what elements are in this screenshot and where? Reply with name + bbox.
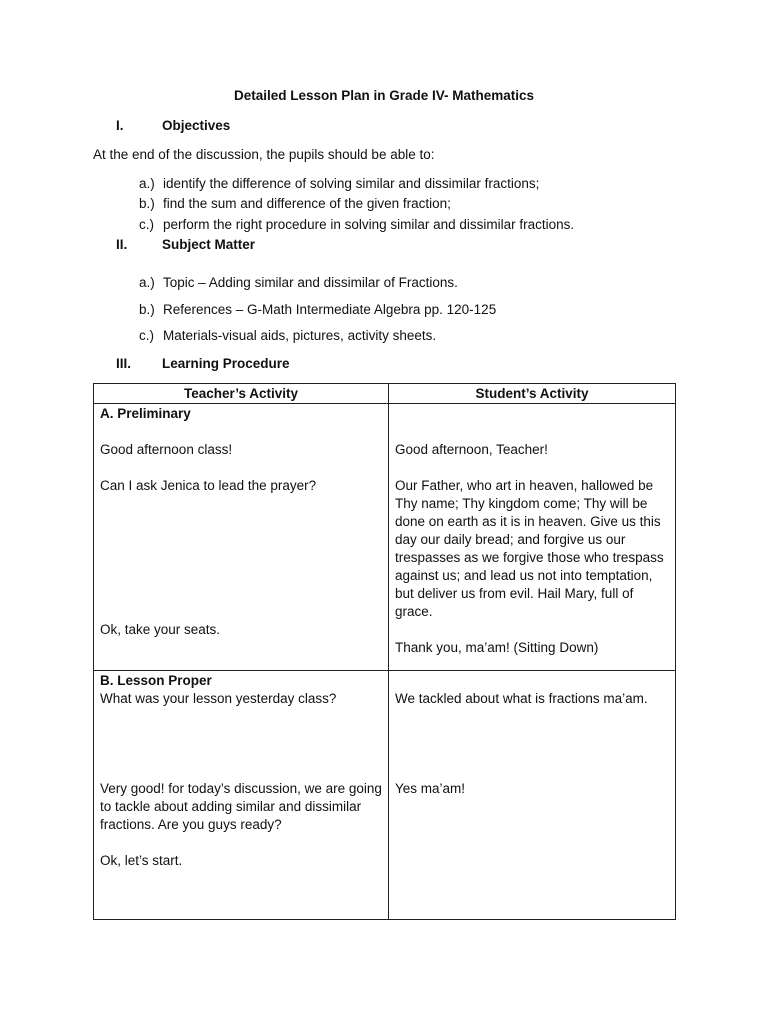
item-label: b.) <box>139 196 155 211</box>
section-title: B. Lesson Proper <box>100 673 212 688</box>
item-text: perform the right procedure in solving similar and dissimilar fractions. <box>163 217 575 232</box>
table-row-preliminary <box>94 404 676 671</box>
item-label: b.) <box>139 302 155 317</box>
teacher-cell <box>94 404 389 671</box>
section-number: I. <box>116 118 124 133</box>
student-line: Thank you, ma’am! (Sitting Down) <box>395 640 599 655</box>
document-title: Detailed Lesson Plan in Grade IV- Mathematics <box>233 88 535 103</box>
teacher-line: Ok, take your seats. <box>100 622 221 637</box>
teacher-line: Ok, let’s start. <box>100 853 183 868</box>
section-number: III. <box>116 356 132 371</box>
item-label: c.) <box>139 328 154 343</box>
section-heading-text: Objectives <box>162 118 231 133</box>
learning-procedure-table <box>93 383 676 920</box>
student-cell <box>389 671 676 920</box>
teacher-line: Very good! for today’s discussion, we are going to tackle about adding similar and dissimilar fractions. Are you guys ready? <box>100 781 382 832</box>
teacher-activity-header: Teacher’s Activity <box>94 384 389 404</box>
student-line: Yes ma’am! <box>395 781 466 796</box>
section-title: A. Preliminary <box>100 406 191 421</box>
student-line: Good afternoon, Teacher! <box>395 442 548 457</box>
item-label: c.) <box>139 217 154 232</box>
section-heading-text: Learning Procedure <box>162 356 290 371</box>
item-label: a.) <box>139 275 155 290</box>
objectives-intro: At the end of the discussion, the pupils should be able to: <box>93 147 435 162</box>
teacher-line: Good afternoon class! <box>100 442 233 457</box>
item-text: find the sum and difference of the given fraction; <box>163 196 451 211</box>
item-text: identify the difference of solving similar and dissimilar fractions; <box>163 176 540 191</box>
student-activity-header: Student’s Activity <box>389 384 676 404</box>
teacher-line: Can I ask Jenica to lead the prayer? <box>100 478 317 493</box>
table-header-row <box>94 384 676 404</box>
item-text: Topic – Adding similar and dissimilar of Fractions. <box>163 275 458 290</box>
table-row-lesson-proper <box>94 671 676 920</box>
teacher-line: What was your lesson yesterday class? <box>100 691 337 706</box>
item-label: a.) <box>139 176 155 191</box>
student-line: Our Father, who art in heaven, hallowed be Thy name; Thy kingdom come; Thy will be done on earth as it is in heaven. Give us this day our daily bread; and forgive us our trespasses as we forgive those who trespass against us; and lead us not into temptation, but deliver us from evil. Hail Mary, full of grace. <box>395 478 664 619</box>
student-cell <box>389 404 676 671</box>
item-text: References – G-Math Intermediate Algebra pp. 120-125 <box>163 302 497 317</box>
section-heading-text: Subject Matter <box>162 237 256 252</box>
teacher-cell <box>94 671 389 920</box>
student-line: We tackled about what is fractions ma’am. <box>395 691 648 706</box>
item-text: Materials-visual aids, pictures, activity sheets. <box>163 328 437 343</box>
section-number: II. <box>116 237 128 252</box>
